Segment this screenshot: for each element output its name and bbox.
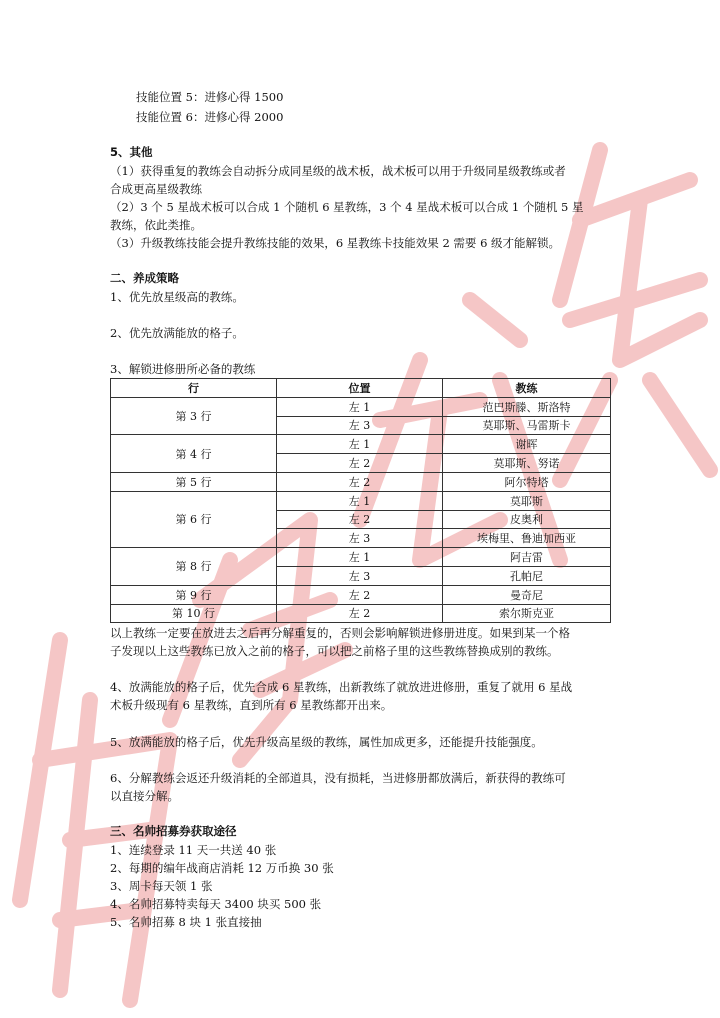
skill-line-6: 技能位置 6：进修心得 2000 bbox=[136, 110, 284, 124]
others-line: （2）3 个 5 星战术板可以合成 1 个随机 6 星教练，3 个 4 星战术板可以合成 1 个随机 5 星 bbox=[110, 200, 584, 214]
position-cell: 左 3 bbox=[277, 566, 443, 585]
table-row bbox=[111, 491, 611, 510]
table-note-line: 以上教练一定要在放进去之后再分解重复的，否则会影响解锁进修册进度。如果到某一个格 bbox=[110, 626, 570, 640]
ticket-source-item: 1、连续登录 11 天一共送 40 张 bbox=[110, 843, 277, 857]
ticket-source-item: 3、周卡每天领 1 张 bbox=[110, 879, 213, 893]
strategy-item-6-cont: 以直接分解。 bbox=[110, 789, 179, 803]
column-header-coach: 教练 bbox=[443, 379, 611, 398]
coach-cell: 谢晖 bbox=[443, 435, 611, 454]
ticket-source-item: 5、名帅招募 8 块 1 张直接抽 bbox=[110, 915, 262, 929]
position-cell: 左 1 bbox=[277, 397, 443, 416]
position-cell: 左 2 bbox=[277, 604, 443, 623]
section-heading-others: 5、其他 bbox=[110, 145, 153, 159]
column-header-position: 位置 bbox=[277, 379, 443, 398]
coach-cell: 莫耶斯 bbox=[443, 491, 611, 510]
coach-cell: 索尔斯克亚 bbox=[443, 604, 611, 623]
section-heading-tickets: 三、名帅招募券获取途径 bbox=[110, 824, 237, 838]
row-label-cell: 第 4 行 bbox=[111, 435, 277, 473]
strategy-item-3: 3、解锁进修册所必备的教练 bbox=[110, 362, 256, 376]
position-cell: 左 3 bbox=[277, 416, 443, 435]
table-row bbox=[111, 585, 611, 604]
table-header-row bbox=[111, 379, 611, 398]
ticket-source-item: 4、名帅招募特卖每天 3400 块买 500 张 bbox=[110, 897, 322, 911]
position-cell: 左 2 bbox=[277, 510, 443, 529]
row-label-cell: 第 8 行 bbox=[111, 548, 277, 586]
strategy-item-5: 5、放满能放的格子后，优先升级高星级的教练，属性加成更多，还能提升技能强度。 bbox=[110, 735, 543, 749]
table-row bbox=[111, 604, 611, 623]
row-label-cell: 第 10 行 bbox=[111, 604, 277, 623]
others-line: （3）升级教练技能会提升教练技能的效果，6 星教练卡技能效果 2 需要 6 级才能解锁。 bbox=[110, 236, 561, 250]
coach-cell: 曼奇尼 bbox=[443, 585, 611, 604]
skill-line-5: 技能位置 5：进修心得 1500 bbox=[136, 90, 284, 104]
row-label-cell: 第 6 行 bbox=[111, 491, 277, 547]
coach-cell: 莫耶斯、努诺 bbox=[443, 454, 611, 473]
row-label-cell: 第 5 行 bbox=[111, 472, 277, 491]
table-row bbox=[111, 397, 611, 416]
row-label-cell: 第 3 行 bbox=[111, 397, 277, 435]
strategy-item-1: 1、优先放星级高的教练。 bbox=[110, 290, 244, 304]
coach-cell: 范巴斯滕、斯洛特 bbox=[443, 397, 611, 416]
position-cell: 左 3 bbox=[277, 529, 443, 548]
position-cell: 左 1 bbox=[277, 435, 443, 454]
strategy-item-4-cont: 术板升级现有 6 星教练，直到所有 6 星教练都开出来。 bbox=[110, 698, 393, 712]
coach-cell: 莫耶斯、马雷斯卡 bbox=[443, 416, 611, 435]
position-cell: 左 1 bbox=[277, 491, 443, 510]
coach-cell: 埃梅里、鲁迪加西亚 bbox=[443, 529, 611, 548]
coach-cell: 皮奥利 bbox=[443, 510, 611, 529]
position-cell: 左 1 bbox=[277, 548, 443, 567]
others-line: （1）获得重复的教练会自动拆分成同星级的战术板，战术板可以用于升级同星级教练或者 bbox=[110, 164, 566, 178]
others-line: 合成更高星级教练 bbox=[110, 182, 202, 196]
ticket-source-item: 2、每期的编年战商店消耗 12 万币换 30 张 bbox=[110, 861, 334, 875]
table-row bbox=[111, 472, 611, 491]
strategy-item-2: 2、优先放满能放的格子。 bbox=[110, 326, 244, 340]
coach-unlock-table bbox=[110, 378, 611, 623]
table-row bbox=[111, 435, 611, 454]
coach-cell: 孔帕尼 bbox=[443, 566, 611, 585]
position-cell: 左 2 bbox=[277, 472, 443, 491]
coach-cell: 阿吉雷 bbox=[443, 548, 611, 567]
strategy-item-6: 6、分解教练会返还升级消耗的全部道具，没有损耗，当进修册都放满后，新获得的教练可 bbox=[110, 771, 566, 785]
table-note-line: 子发现以上这些教练已放入之前的格子，可以把之前格子里的这些教练替换成别的教练。 bbox=[110, 644, 559, 658]
others-line: 教练，依此类推。 bbox=[110, 218, 202, 232]
position-cell: 左 2 bbox=[277, 585, 443, 604]
strategy-item-4: 4、放满能放的格子后，优先合成 6 星教练，出新教练了就放进进修册，重复了就用 6 星战 bbox=[110, 680, 573, 694]
section-heading-strategy: 二、养成策略 bbox=[110, 271, 179, 285]
column-header-row: 行 bbox=[111, 379, 277, 398]
table-row bbox=[111, 548, 611, 567]
position-cell: 左 2 bbox=[277, 454, 443, 473]
row-label-cell: 第 9 行 bbox=[111, 585, 277, 604]
coach-cell: 阿尔特塔 bbox=[443, 472, 611, 491]
